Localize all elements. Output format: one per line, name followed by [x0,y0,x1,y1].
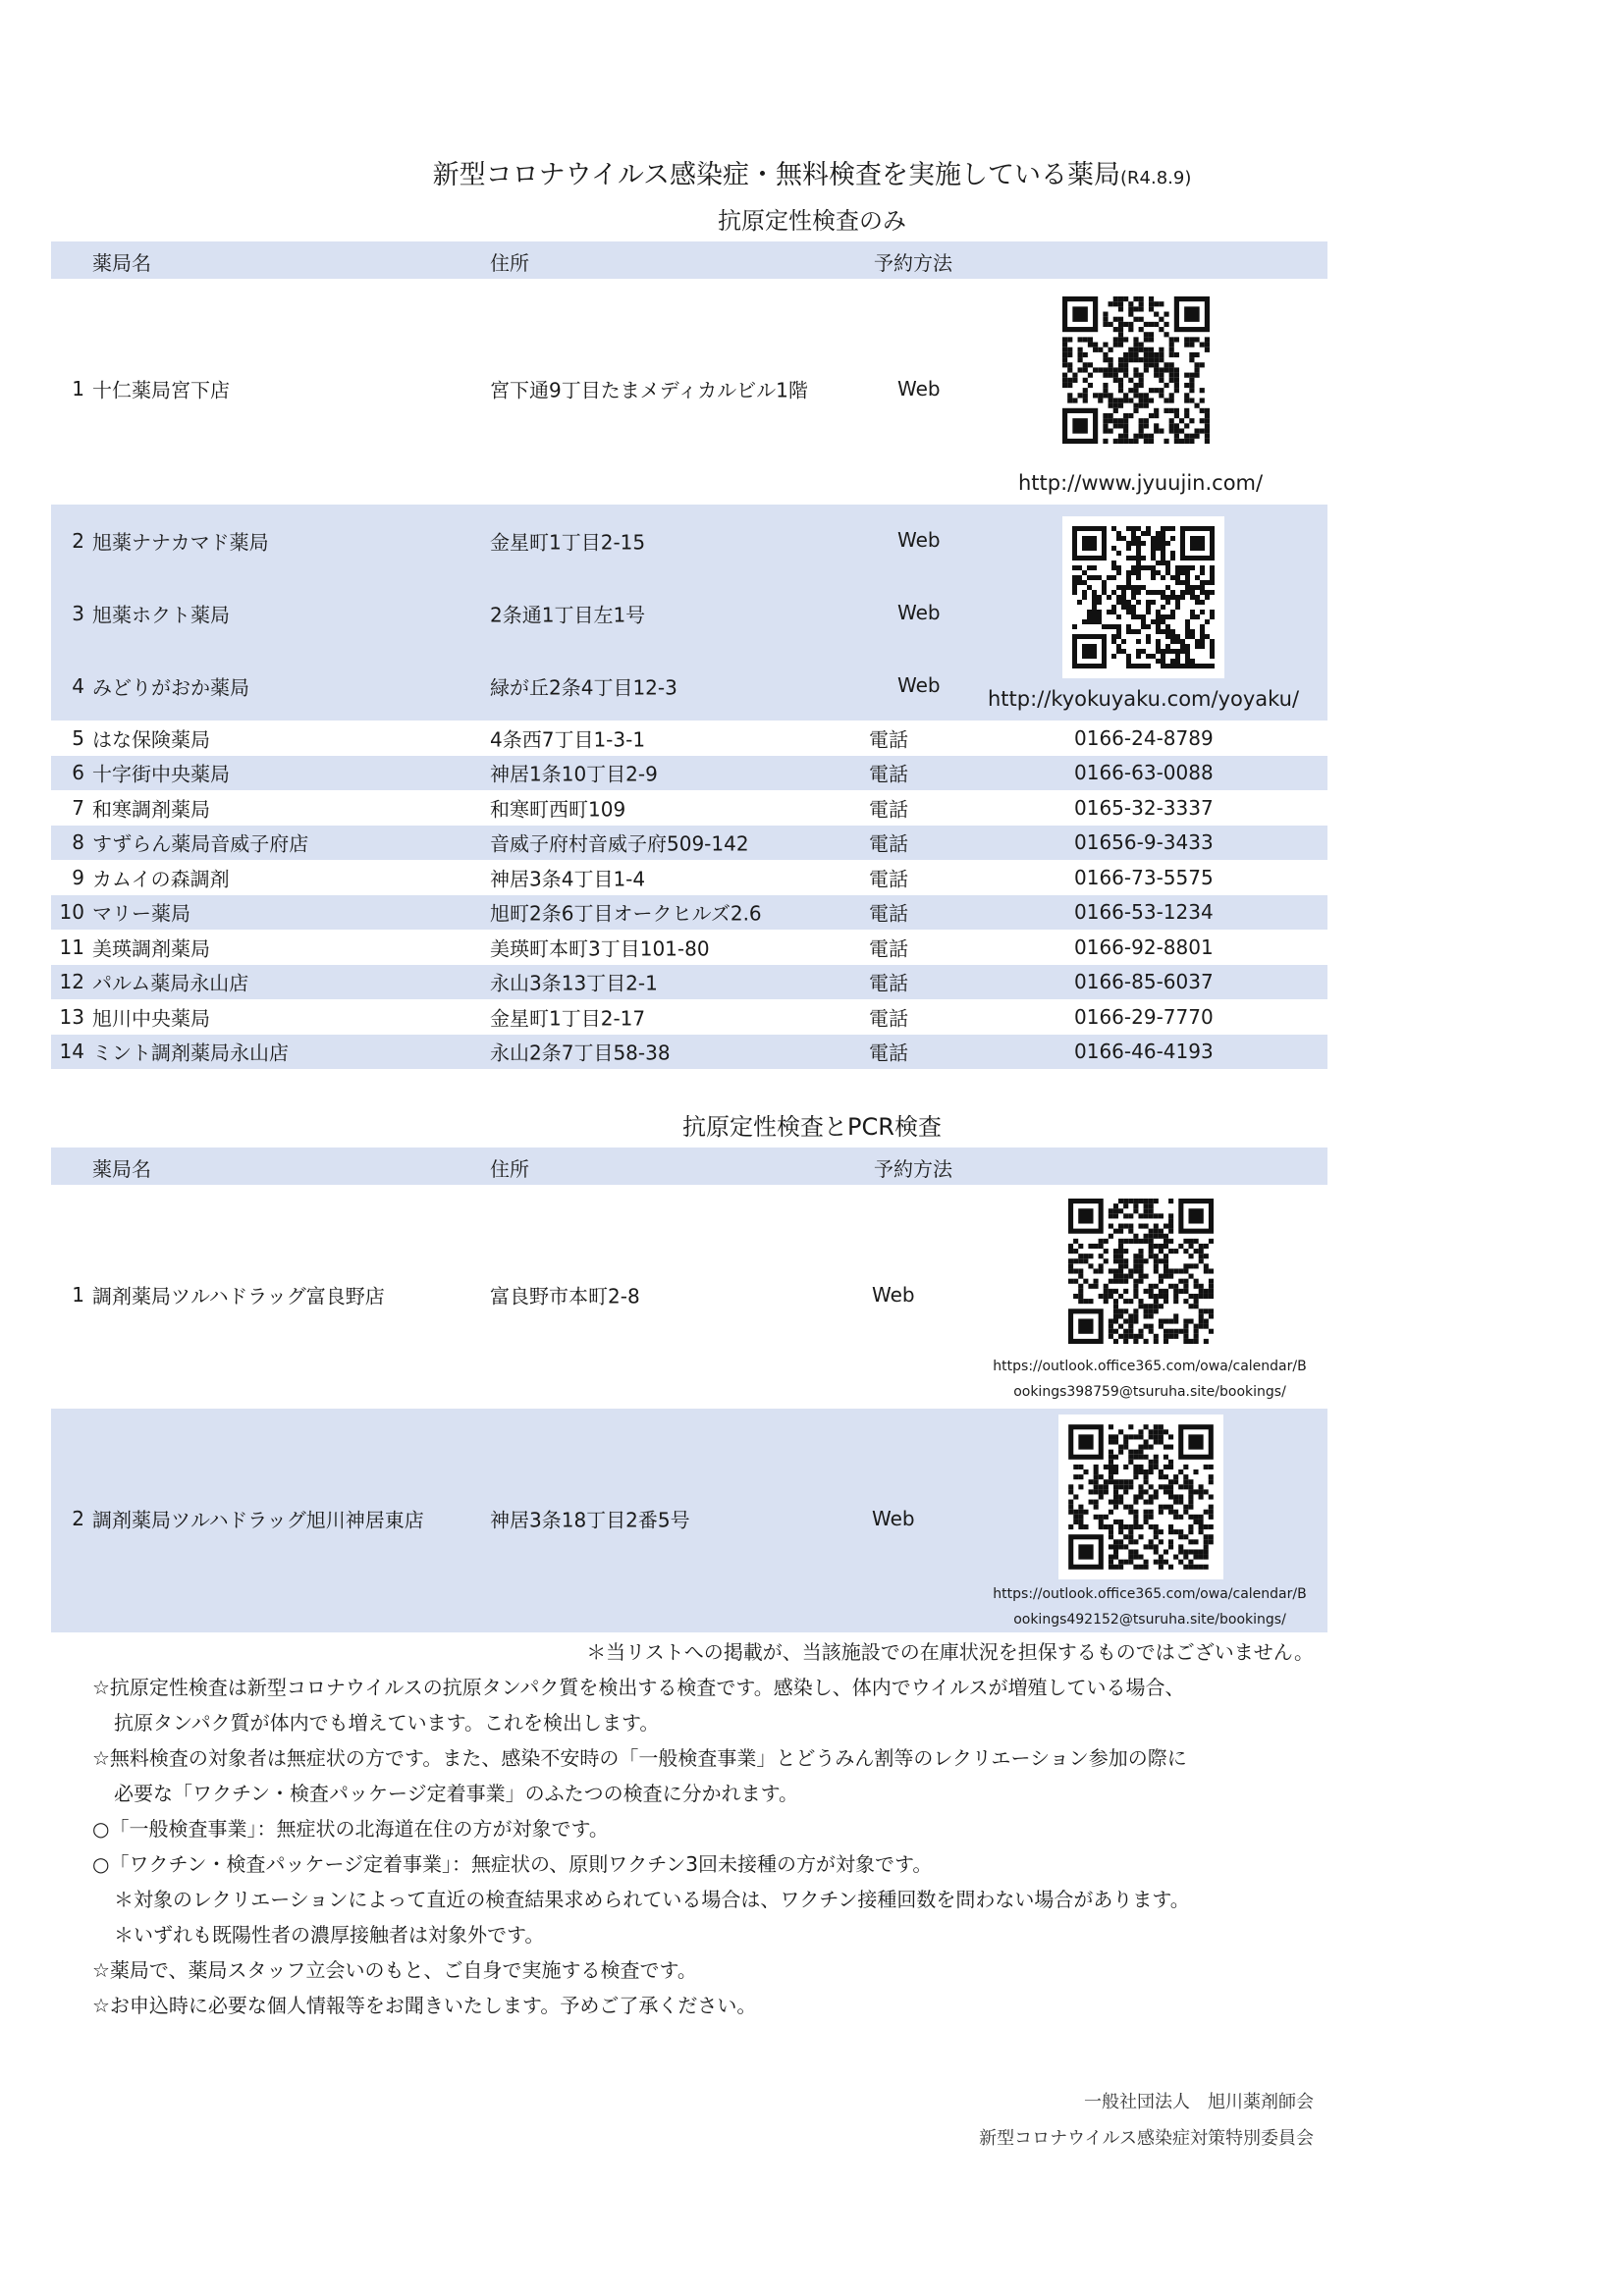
pharmacy-address: 4条西7丁目1-3-1 [490,727,646,751]
reservation-method: 電話 [869,901,908,926]
pharmacy-address: 永山3条13丁目2-1 [490,971,658,995]
reservation-method: 電話 [869,762,908,786]
disclaimer: ＊当リストへの掲載が、当該施設での在庫状況を担保するものではございません。 [586,1640,1314,1664]
note-line-5: ○「一般検査事業」：無症状の北海道在住の方が対象です。 [92,1817,609,1841]
row-number: 3 [72,602,84,625]
pharmacy-name: カムイの森調剤 [92,867,230,890]
section1-row-3 [51,591,738,636]
header-method: 予約方法 [874,251,952,275]
table-row [51,860,1327,894]
row-number: 4 [72,674,84,698]
pharmacy-name: 旭薬ナナカマド薬局 [92,530,269,555]
row-number: 5 [72,725,84,750]
reservation-method: Web [897,673,941,697]
reservation-url[interactable] [972,1354,1327,1405]
header-address: 住所 [490,1157,529,1181]
reservation-method: 電話 [869,727,908,751]
phone-number[interactable]: 0166-24-8789 [1074,725,1214,750]
phone-number[interactable]: 0166-85-6037 [1074,970,1214,993]
note-line-9: ☆薬局で、薬局スタッフ立会いのもと、ご自身で実施する検査です。 [92,1958,697,1982]
reservation-method: 電話 [869,1006,908,1030]
phone-number[interactable]: 01656-9-3433 [1074,830,1214,854]
reservation-method: Web [897,601,941,624]
phone-number[interactable]: 0166-53-1234 [1074,900,1214,924]
url-line-2: ookings398759@tsuruha.site/bookings/ [1013,1384,1286,1400]
pharmacy-address: 宮下通9丁目たまメディカルビル1階 [490,378,808,402]
pharmacy-name: 調剤薬局ツルハドラッグ旭川神居東店 [92,1508,424,1532]
footer-committee: 新型コロナウイルス感染症対策特別委員会 [979,2128,1314,2149]
row-number: 14 [59,1040,84,1063]
table-row [51,965,1327,999]
pharmacy-address: 金星町1丁目2-17 [490,1006,646,1030]
section1-web-group [51,505,1327,721]
qr-code-icon[interactable] [1058,1415,1223,1579]
qr-code-icon[interactable] [1062,516,1224,678]
section1-row-1 [51,279,1327,505]
note-line-10: ☆お申込時に必要な個人情報等をお聞きいたします。予めご了承ください。 [92,1994,757,2017]
header-method: 予約方法 [874,1157,952,1181]
reservation-method: 電話 [869,797,908,821]
pharmacy-address: 緑が丘2条4丁目12-3 [490,675,677,700]
pharmacy-name: みどりがおか薬局 [92,675,249,700]
reservation-url[interactable] [972,1581,1327,1632]
row-number: 7 [72,795,84,820]
reservation-method: Web [872,1283,915,1307]
pharmacy-name: 調剤薬局ツルハドラッグ富良野店 [92,1284,385,1308]
header-name: 薬局名 [92,1157,151,1181]
row-number: 10 [59,900,84,924]
pharmacy-address: 富良野市本町2-8 [490,1284,640,1308]
footer-organization: 一般社団法人 旭川薬剤師会 [1084,2092,1314,2112]
pharmacy-address: 旭町2条6丁目オークヒルズ2.6 [490,901,762,926]
table-row [51,1035,1327,1069]
pharmacy-name: パルム薬局永山店 [92,971,249,995]
pharmacy-address: 金星町1丁目2-15 [490,530,646,555]
reservation-method: 電話 [869,971,908,995]
pharmacy-name: はな保険薬局 [92,727,210,751]
pharmacy-name: マリー薬局 [92,901,190,926]
pharmacy-name: 十仁薬局宮下店 [92,378,230,402]
pharmacy-name: ミント調剤薬局永山店 [92,1041,289,1065]
pharmacy-name: 旭薬ホクト薬局 [92,603,230,627]
title-date: (R4.8.9) [1120,168,1192,188]
note-line-4: 必要な「ワクチン・検査パッケージ定着事業」のふたつの検査に分かれます。 [114,1782,798,1805]
reservation-method: Web [897,528,941,552]
note-line-6: ○「ワクチン・検査パッケージ定着事業」：無症状の、原則ワクチン3回未接種の方が対象です。 [92,1852,933,1876]
title-text: 新型コロナウイルス感染症・無料検査を実施している薬局 [432,160,1121,190]
phone-number[interactable]: 0166-29-7770 [1074,1004,1214,1029]
section1-heading: 抗原定性検査のみ [718,207,906,235]
reservation-method: 電話 [869,1041,908,1065]
table-row [51,895,1327,930]
note-line-2: 抗原タンパク質が体内でも増えています。これを検出します。 [114,1711,660,1735]
pharmacy-name: 和寒調剤薬局 [92,797,210,821]
table-row [51,756,1327,790]
section2-heading: 抗原定性検査とPCR検査 [682,1113,942,1141]
phone-number[interactable]: 0165-32-3337 [1074,795,1214,820]
row-number: 11 [59,934,84,959]
pharmacy-address: 神居3条4丁目1-4 [490,867,646,890]
reservation-method: 電話 [869,867,908,890]
header-name: 薬局名 [92,251,151,275]
row-number: 1 [72,1283,84,1307]
section2-row-2 [51,1409,1327,1632]
phone-number[interactable]: 0166-63-0088 [1074,761,1214,784]
url-line-2: ookings492152@tsuruha.site/bookings/ [1013,1612,1286,1628]
note-line-7: ＊対象のレクリエーションによって直近の検査結果求められている場合は、ワクチン接種回数を問わない場合があります。 [114,1888,1190,1911]
pharmacy-address: 神居1条10丁目2-9 [490,762,658,786]
row-number: 13 [59,1004,84,1029]
reservation-method: Web [872,1507,915,1530]
url-line-1: https://outlook.office365.com/owa/calendar/B [993,1586,1307,1602]
phone-number[interactable]: 0166-92-8801 [1074,934,1214,959]
qr-code-icon[interactable] [1062,296,1210,444]
note-line-1: ☆抗原定性検査は新型コロナウイルスの抗原タンパク質を検出する検査です。感染し、体内でウイルスが増殖している場合、 [92,1676,1185,1699]
reservation-method: 電話 [869,831,908,856]
url-line-1: https://outlook.office365.com/owa/calendar/B [993,1359,1307,1374]
section2-row-1 [51,1185,1327,1409]
section1-header-row [51,241,1327,279]
pharmacy-name: 旭川中央薬局 [92,1006,210,1030]
note-line-8: ＊いずれも既陽性者の濃厚接触者は対象外です。 [114,1923,545,1947]
row-number: 8 [72,830,84,854]
section1-row-4 [51,664,738,709]
row-number: 6 [72,761,84,784]
group-reservation-url[interactable]: http://kyokuyaku.com/yoyaku/ [988,687,1300,711]
phone-number[interactable]: 0166-73-5575 [1074,865,1214,889]
pharmacy-address: 和寒町西町109 [490,797,626,821]
pharmacy-address: 2条通1丁目左1号 [490,603,646,627]
pharmacy-address: 永山2条7丁目58-38 [490,1041,671,1065]
reservation-method: 電話 [869,936,908,960]
pharmacy-address: 神居3条18丁目2番5号 [490,1508,690,1532]
reservation-method: Web [897,377,941,400]
row-number: 2 [72,529,84,553]
table-row [51,999,1327,1034]
row-number: 1 [72,377,84,400]
phone-number[interactable]: 0166-46-4193 [1074,1040,1214,1063]
pharmacy-name: 十字街中央薬局 [92,762,230,786]
page-title [0,153,1624,191]
table-row [51,721,1327,755]
table-row [51,826,1327,860]
section2-header-row [51,1148,1327,1185]
note-line-3: ☆無料検査の対象者は無症状の方です。また、感染不安時の「一般検査事業」とどうみん割等のレクリエーション参加の際に [92,1746,1187,1770]
row-number: 9 [72,865,84,889]
pharmacy-name: 美瑛調剤薬局 [92,936,210,960]
table-row [51,790,1327,825]
pharmacy-address: 音威子府村音威子府509-142 [490,831,749,856]
header-address: 住所 [490,251,529,275]
row-number: 12 [59,970,84,993]
section1-row-2 [51,518,738,563]
qr-code-icon[interactable] [1068,1199,1214,1344]
pharmacy-address: 美瑛町本町3丁目101-80 [490,936,710,960]
table-row [51,930,1327,964]
row-number: 2 [72,1507,84,1530]
pharmacy-name: すずらん薬局音威子府店 [92,831,309,856]
reservation-url[interactable]: http://www.jyuujin.com/ [1018,471,1264,495]
